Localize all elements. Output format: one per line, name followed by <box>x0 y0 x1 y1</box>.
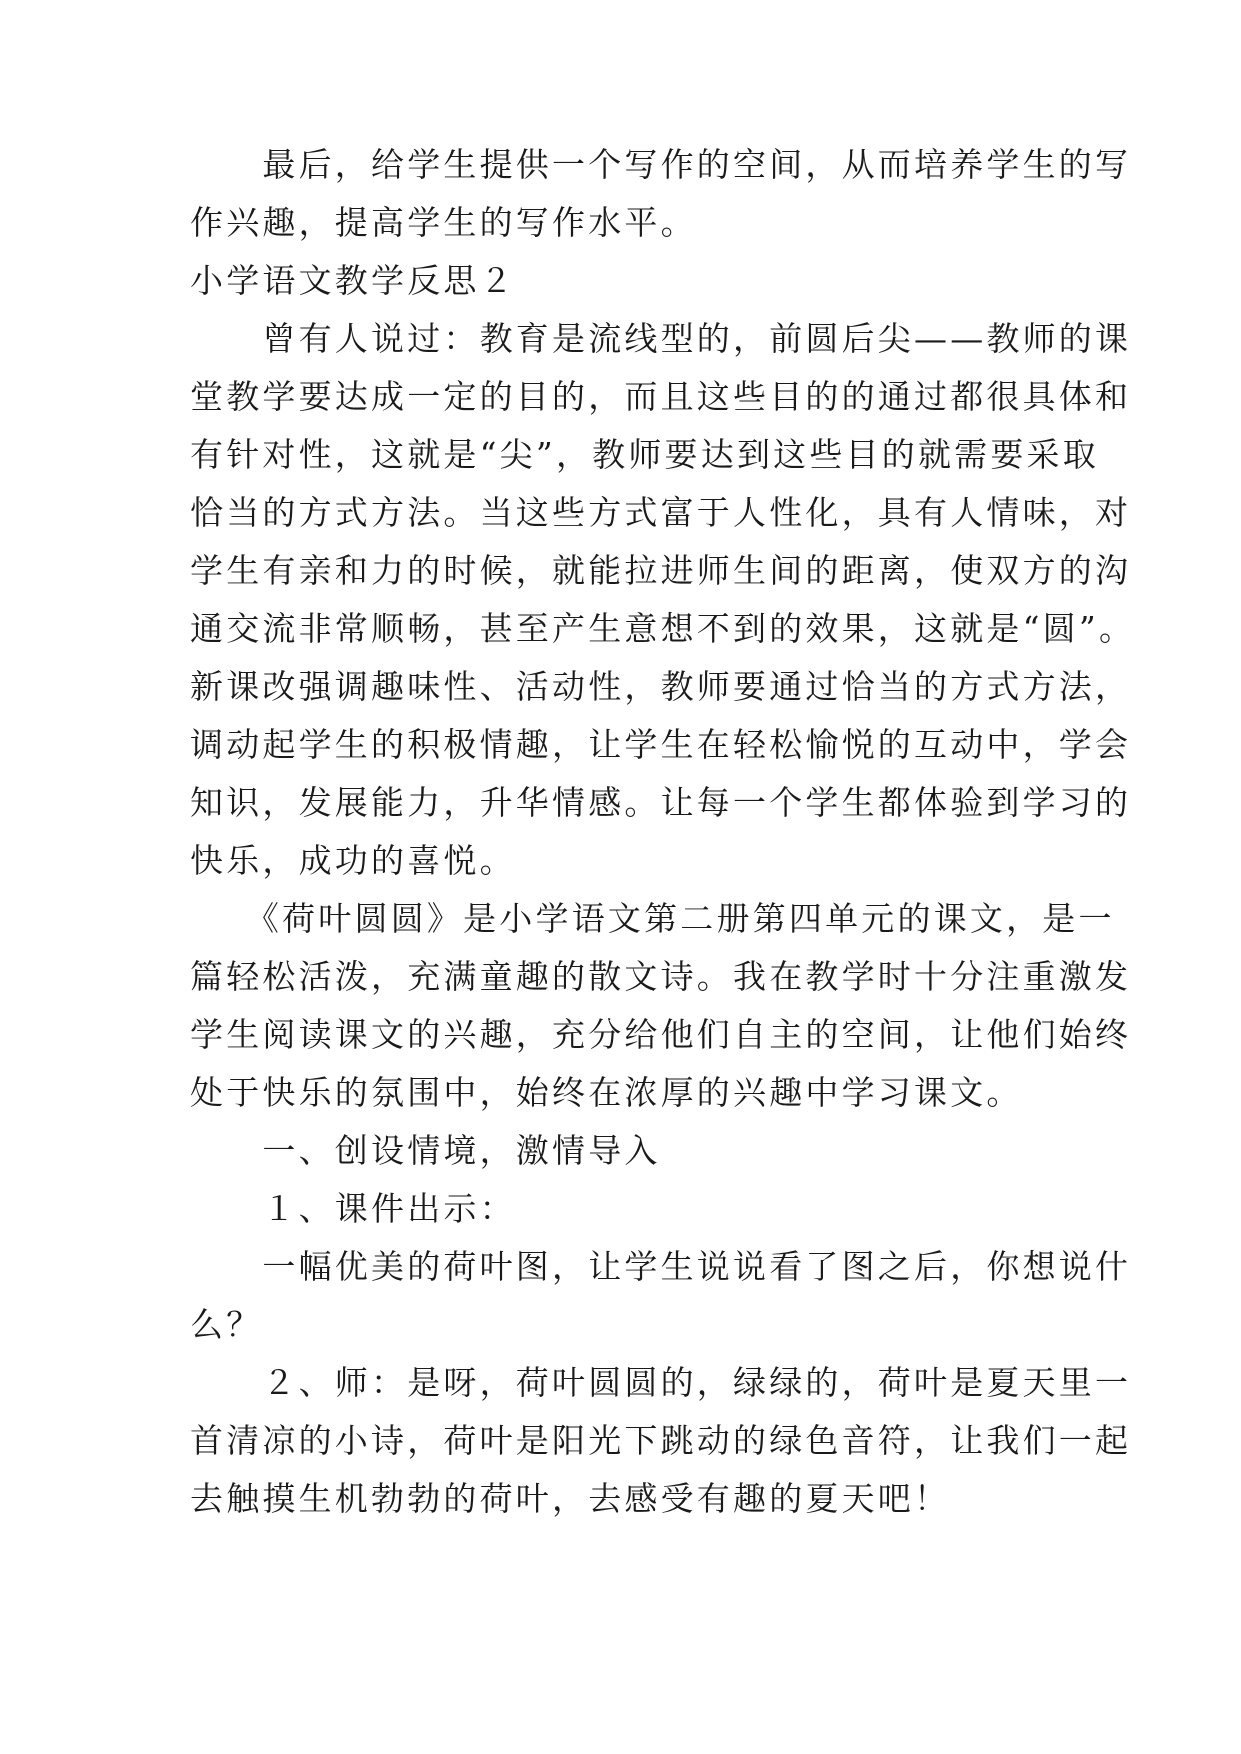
text-line: 么？ <box>190 1305 263 1344</box>
paragraph-intro <box>190 310 1136 890</box>
paragraph-item-one <box>190 1180 1070 1238</box>
paragraph-closing <box>190 136 1132 252</box>
text-line: 通交流非常顺畅，甚至产生意想不到的效果，这就是“圆”。 <box>190 609 1136 648</box>
text-line: 作兴趣，提高学生的写作水平。 <box>190 203 697 242</box>
text-line: 篇轻松活泼，充满童趣的散文诗。我在教学时十分注重激发 <box>190 957 1132 996</box>
text-line: 学生阅读课文的兴趣，充分给他们自主的空间，让他们始终 <box>190 1015 1132 1054</box>
text-line: 知识，发展能力，升华情感。让每一个学生都体验到学习的 <box>190 783 1132 822</box>
heading-line: 小学语文教学反思２ <box>190 261 516 300</box>
paragraph-step-one <box>190 1122 1070 1180</box>
document-body <box>190 136 1136 1528</box>
paragraph-item-two <box>190 1354 1132 1528</box>
text-line: 去触摸生机勃勃的荷叶，去感受有趣的夏天吧！ <box>190 1479 951 1518</box>
text-line: 首清凉的小诗，荷叶是阳光下跳动的绿色音符，让我们一起 <box>190 1421 1132 1460</box>
text-line: 最后，给学生提供一个写作的空间，从而培养学生的写 <box>190 145 1132 184</box>
text-line: 曾有人说过：教育是流线型的，前圆后尖——教师的课 <box>190 319 1132 358</box>
text-line: 一幅优美的荷叶图，让学生说说看了图之后，你想说什 <box>190 1247 1132 1286</box>
text-line: １、课件出示： <box>190 1189 516 1228</box>
text-line: 新课改强调趣味性、活动性，教师要通过恰当的方式方法， <box>190 667 1132 706</box>
text-line: 一、创设情境，激情导入 <box>190 1131 661 1170</box>
text-line: 堂教学要达成一定的目的，而且这些目的的通过都很具体和 <box>190 377 1132 416</box>
text-line: ２、师：是呀，荷叶圆圆的，绿绿的，荷叶是夏天里一 <box>190 1363 1132 1402</box>
text-line: 《荷叶圆圆》是小学语文第二册第四单元的课文，是一 <box>190 899 1115 938</box>
text-line: 快乐，成功的喜悦。 <box>190 841 516 880</box>
text-line: 处于快乐的氛围中，始终在浓厚的兴趣中学习课文。 <box>190 1073 1023 1112</box>
paragraph-image-prompt <box>190 1238 1132 1354</box>
text-line: 学生有亲和力的时候，就能拉进师生间的距离，使双方的沟 <box>190 551 1132 590</box>
text-line: 有针对性，这就是“尖”，教师要达到这些目的就需要采取 <box>190 435 1099 474</box>
text-line: 恰当的方式方法。当这些方式富于人性化，具有人情味，对 <box>190 493 1132 532</box>
section-heading <box>190 252 1070 310</box>
paragraph-lesson <box>190 890 1132 1122</box>
text-line: 调动起学生的积极情趣，让学生在轻松愉悦的互动中，学会 <box>190 725 1132 764</box>
